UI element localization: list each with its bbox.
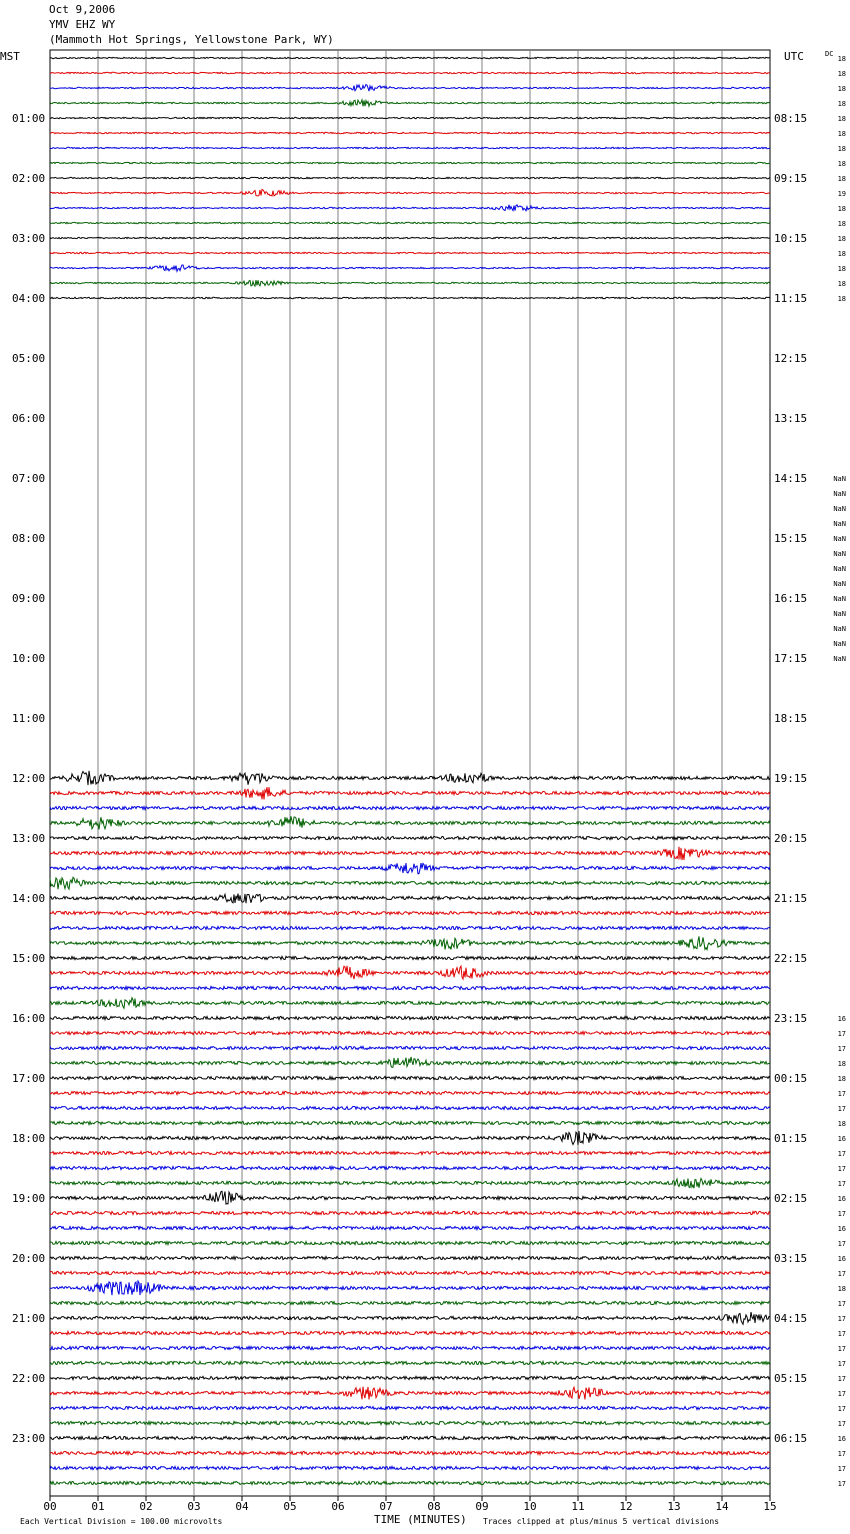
dc-offset-label: 18 (837, 205, 846, 213)
hour-label-mst: 14:00 (12, 892, 46, 905)
seismic-trace (50, 1406, 770, 1409)
hour-label-utc: 18:15 (774, 712, 808, 725)
seismic-trace (50, 100, 770, 106)
seismic-trace (50, 205, 770, 211)
right-axis-label: UTC (784, 50, 804, 63)
seismic-trace (50, 280, 770, 286)
seismic-trace (50, 237, 770, 238)
x-tick-label: 08 (427, 1500, 441, 1513)
dc-offset-label: 17 (837, 1480, 846, 1488)
seismic-trace (50, 1016, 770, 1019)
x-tick-label: 11 (571, 1500, 585, 1513)
seismic-trace (50, 1421, 770, 1424)
dc-offset-label: 17 (837, 1045, 846, 1053)
seismic-trace (50, 57, 770, 58)
seismic-trace (50, 1046, 770, 1049)
dc-offset-label: 17 (837, 1165, 846, 1173)
x-tick-label: 15 (763, 1500, 777, 1513)
hour-label-utc: 09:15 (774, 172, 808, 185)
seismic-trace (50, 222, 770, 223)
seismic-trace (50, 1466, 770, 1469)
hour-label-utc: 05:15 (774, 1372, 808, 1385)
dc-offset-label: NaN (833, 610, 846, 618)
dc-offset-label: 17 (837, 1090, 846, 1098)
station-code: YMV EHZ WY (49, 18, 116, 31)
left-axis-label: MST (0, 50, 20, 63)
dc-offset-label: 17 (837, 1375, 846, 1383)
dc-offset-label: NaN (833, 595, 846, 603)
dc-offset-label: NaN (833, 520, 846, 528)
dc-offset-label: 17 (837, 1450, 846, 1458)
dc-offset-label: 17 (837, 1210, 846, 1218)
dc-offset-label: 17 (837, 1105, 846, 1113)
hour-label-mst: 22:00 (12, 1372, 46, 1385)
x-tick-label: 06 (331, 1500, 345, 1513)
dc-offset-label: 18 (837, 220, 846, 228)
dc-offset-label: 17 (837, 1240, 846, 1248)
seismic-trace (50, 936, 770, 949)
hour-label-utc: 01:15 (774, 1132, 808, 1145)
x-tick-label: 13 (667, 1500, 681, 1513)
hour-label-utc: 17:15 (774, 652, 808, 665)
hour-label-mst: 11:00 (12, 712, 46, 725)
dc-offset-label: 17 (837, 1330, 846, 1338)
seismic-trace (50, 911, 770, 914)
scale-note: Each Vertical Division = 100.00 microvolts (20, 1517, 223, 1526)
dc-offset-label: 17 (837, 1360, 846, 1368)
dc-offset-label: 17 (837, 1315, 846, 1323)
x-tick-label: 14 (715, 1500, 729, 1513)
dc-offset-label: 18 (837, 160, 846, 168)
seismic-trace (50, 956, 770, 959)
dc-header: DC (825, 50, 834, 58)
dc-offset-label: 16 (837, 1135, 846, 1143)
seismic-trace (50, 998, 770, 1008)
hour-label-utc: 03:15 (774, 1252, 808, 1265)
dc-offset-label: 18 (837, 85, 846, 93)
seismic-trace (50, 1271, 770, 1274)
seismic-trace (50, 1031, 770, 1034)
seismic-trace (50, 1121, 770, 1124)
seismic-trace (50, 986, 770, 989)
dc-offset-label: NaN (833, 640, 846, 648)
dc-offset-label: NaN (833, 475, 846, 483)
station-location: (Mammoth Hot Springs, Yellowstone Park, WY) (49, 33, 334, 46)
dc-offset-label: NaN (833, 655, 846, 663)
chart-date: Oct 9,2006 (49, 3, 116, 16)
dc-offset-label: NaN (833, 535, 846, 543)
x-tick-label: 03 (187, 1500, 201, 1513)
seismic-trace (50, 147, 770, 148)
hour-label-mst: 18:00 (12, 1132, 46, 1145)
hour-label-mst: 20:00 (12, 1252, 46, 1265)
hour-label-mst: 01:00 (12, 112, 46, 125)
seismic-trace (50, 771, 770, 785)
x-tick-label: 02 (139, 1500, 153, 1513)
dc-offset-label: 18 (837, 1060, 846, 1068)
x-tick-label: 00 (43, 1500, 57, 1513)
hour-label-mst: 08:00 (12, 532, 46, 545)
dc-offset-label: 17 (837, 1150, 846, 1158)
hour-label-mst: 10:00 (12, 652, 46, 665)
dc-offset-label: 16 (837, 1435, 846, 1443)
seismic-trace (50, 1387, 770, 1400)
dc-offset-label: 17 (837, 1300, 846, 1308)
clip-note: Traces clipped at plus/minus 5 vertical divisions (483, 1517, 720, 1526)
hour-label-utc: 08:15 (774, 112, 808, 125)
dc-offset-label: 16 (837, 1225, 846, 1233)
seismic-trace (50, 863, 770, 874)
x-tick-label: 10 (523, 1500, 537, 1513)
x-tick-label: 04 (235, 1500, 249, 1513)
seismic-trace (50, 926, 770, 929)
hour-label-mst: 04:00 (12, 292, 46, 305)
dc-offset-label: NaN (833, 490, 846, 498)
dc-offset-label: 17 (837, 1390, 846, 1398)
hour-label-utc: 12:15 (774, 352, 808, 365)
seismic-trace (50, 162, 770, 163)
plot-frame (50, 50, 770, 1496)
dc-offset-label: 18 (837, 295, 846, 303)
seismic-trace (50, 1076, 770, 1079)
hour-label-mst: 06:00 (12, 412, 46, 425)
seismic-trace (50, 117, 770, 118)
dc-offset-label: NaN (833, 550, 846, 558)
seismic-trace (50, 1179, 770, 1189)
dc-offset-label: 18 (837, 100, 846, 108)
seismic-trace (50, 1226, 770, 1229)
hour-label-mst: 09:00 (12, 592, 46, 605)
dc-offset-label: 16 (837, 1015, 846, 1023)
dc-offset-label: NaN (833, 505, 846, 513)
dc-offset-label: NaN (833, 580, 846, 588)
seismic-trace (50, 189, 770, 196)
hour-label-mst: 19:00 (12, 1192, 46, 1205)
hour-label-utc: 21:15 (774, 892, 808, 905)
dc-offset-label: 18 (837, 145, 846, 153)
hour-label-mst: 05:00 (12, 352, 46, 365)
hour-label-mst: 02:00 (12, 172, 46, 185)
dc-offset-label: 17 (837, 1030, 846, 1038)
dc-offset-label: 17 (837, 1465, 846, 1473)
dc-offset-label: 17 (837, 1180, 846, 1188)
seismic-trace (50, 1191, 770, 1204)
hour-label-utc: 04:15 (774, 1312, 808, 1325)
dc-offset-label: 18 (837, 235, 846, 243)
hour-label-utc: 02:15 (774, 1192, 808, 1205)
dc-offset-label: 18 (837, 1285, 846, 1293)
hour-label-utc: 16:15 (774, 592, 808, 605)
dc-offset-label: 18 (837, 1075, 846, 1083)
seismic-trace (50, 1361, 770, 1364)
seismic-trace (50, 966, 770, 979)
seismic-trace (50, 1481, 770, 1484)
hour-label-utc: 06:15 (774, 1432, 808, 1445)
seismic-trace (50, 1256, 770, 1259)
seismic-trace (50, 1376, 770, 1379)
x-tick-label: 07 (379, 1500, 393, 1513)
hour-label-utc: 13:15 (774, 412, 808, 425)
seismic-trace (50, 1211, 770, 1214)
hour-label-utc: 23:15 (774, 1012, 808, 1025)
hour-label-mst: 23:00 (12, 1432, 46, 1445)
dc-offset-label: 18 (837, 1120, 846, 1128)
seismic-trace (50, 877, 770, 889)
dc-offset-label: 17 (837, 1345, 846, 1353)
seismic-trace (50, 1451, 770, 1454)
seismic-trace (50, 72, 770, 73)
seismic-trace (50, 1436, 770, 1439)
x-tick-label: 05 (283, 1500, 297, 1513)
hour-label-utc: 19:15 (774, 772, 808, 785)
hour-label-utc: 10:15 (774, 232, 808, 245)
x-tick-label: 09 (475, 1500, 489, 1513)
dc-offset-label: 16 (837, 1255, 846, 1263)
x-axis-title: TIME (MINUTES) (374, 1513, 467, 1526)
seismic-trace (50, 252, 770, 253)
seismic-trace (50, 894, 770, 904)
seismic-trace (50, 132, 770, 133)
dc-offset-label: 17 (837, 1270, 846, 1278)
dc-offset-label: 18 (837, 265, 846, 273)
hour-label-mst: 03:00 (12, 232, 46, 245)
hour-label-utc: 20:15 (774, 832, 808, 845)
hour-label-utc: 15:15 (774, 532, 808, 545)
hour-label-mst: 15:00 (12, 952, 46, 965)
dc-offset-label: 18 (837, 115, 846, 123)
dc-offset-label: 16 (837, 1195, 846, 1203)
hour-label-mst: 07:00 (12, 472, 46, 485)
hour-label-mst: 13:00 (12, 832, 46, 845)
seismic-trace (50, 265, 770, 271)
seismic-trace (50, 1131, 770, 1145)
dc-offset-label: 19 (837, 190, 846, 198)
seismic-trace (50, 1312, 770, 1324)
dc-offset-label: 17 (837, 1420, 846, 1428)
seismic-trace (50, 1106, 770, 1109)
seismic-trace (50, 1346, 770, 1349)
seismic-trace (50, 847, 770, 860)
seismic-trace (50, 1091, 770, 1094)
seismic-trace (50, 1057, 770, 1068)
hour-label-mst: 17:00 (12, 1072, 46, 1085)
hour-label-mst: 16:00 (12, 1012, 46, 1025)
dc-offset-label: NaN (833, 625, 846, 633)
dc-offset-label: 17 (837, 1405, 846, 1413)
hour-label-mst: 21:00 (12, 1312, 46, 1325)
seismic-trace (50, 1241, 770, 1244)
x-tick-label: 12 (619, 1500, 633, 1513)
dc-offset-label: NaN (833, 565, 846, 573)
seismic-trace (50, 1151, 770, 1154)
hour-label-utc: 22:15 (774, 952, 808, 965)
hour-label-utc: 00:15 (774, 1072, 808, 1085)
seismic-trace (50, 836, 770, 839)
hour-label-utc: 14:15 (774, 472, 808, 485)
seismic-trace (50, 85, 770, 92)
dc-offset-label: 18 (837, 280, 846, 288)
dc-offset-label: 18 (837, 250, 846, 258)
dc-offset-label: 18 (837, 55, 846, 63)
seismic-trace (50, 1301, 770, 1304)
dc-offset-label: 18 (837, 70, 846, 78)
seismic-trace (50, 177, 770, 178)
dc-offset-label: 18 (837, 175, 846, 183)
dc-offset-label: 18 (837, 130, 846, 138)
seismic-trace (50, 787, 770, 799)
seismic-trace (50, 816, 770, 829)
hour-label-utc: 11:15 (774, 292, 808, 305)
x-tick-label: 01 (91, 1500, 105, 1513)
seismic-trace (50, 297, 770, 298)
seismic-trace (50, 806, 770, 809)
seismic-trace (50, 1331, 770, 1334)
seismic-trace (50, 1281, 770, 1295)
seismic-trace (50, 1166, 770, 1169)
hour-label-mst: 12:00 (12, 772, 46, 785)
